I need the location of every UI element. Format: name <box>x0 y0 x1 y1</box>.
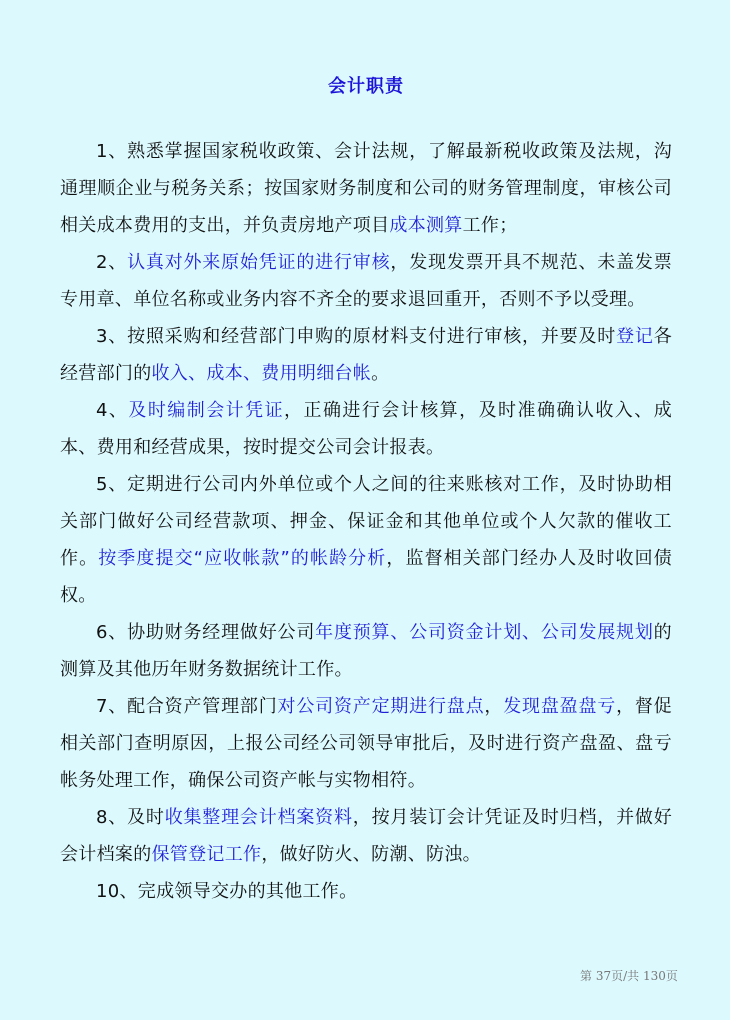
highlighted-text: 收入、成本、费用明细台帐 <box>151 363 372 384</box>
highlighted-text: 保管登记工作 <box>151 844 262 865</box>
paragraph-8 <box>60 799 672 873</box>
text-segment: 2、 <box>96 252 128 273</box>
highlighted-text: 登记 <box>616 326 654 347</box>
text-segment: ，做好防火、防潮、防浊。 <box>261 844 481 865</box>
highlighted-text: 成本测算 <box>389 215 463 236</box>
text-segment: 各经营部门的 <box>60 326 672 384</box>
text-segment: 工作； <box>462 215 518 236</box>
highlighted-text: 按季度提交“应收帐款”的帐龄分析 <box>98 548 387 569</box>
text-segment: 6、协助财务经理做好公司 <box>96 622 316 643</box>
text-segment: 1、熟悉掌握国家税收政策、会计法规，了解最新税收政策及法规，沟通理顺企业与税务关系；按国家财务制度和公司的财务管理制度，审核公司相关成本费用的支出，并负责房地产项目 <box>60 141 672 236</box>
paragraph-7 <box>60 688 672 799</box>
text-segment: ，发现发票开具不规范、未盖发票专用章、单位名称或业务内容不齐全的要求退回重开，否则不予以受理。 <box>60 252 672 310</box>
highlighted-text: 发现盘盈盘亏 <box>503 696 617 717</box>
page-indicator: 第 37页/共 130页 <box>580 969 678 983</box>
document-body <box>60 133 672 910</box>
text-segment: 4、 <box>96 400 129 421</box>
paragraph-4 <box>60 392 672 466</box>
text-segment: ，监督相关部门经办人及时收回债权。 <box>60 548 673 606</box>
highlighted-text: 年度预算、公司资金计划、公司发展规划 <box>315 622 654 643</box>
text-segment: ，按月装订会计凭证及时归档，并做好会计档案的 <box>60 807 672 865</box>
text-segment: ，正确进行会计核算，及时准确确认收入、成本、费用和经营成果，按时提交公司会计报表。 <box>60 400 672 458</box>
text-segment: 。 <box>371 363 390 384</box>
text-segment: ，督促相关部门查明原因，上报公司经公司领导审批后，及时进行资产盘盈、盘亏帐务处理工作，确保公司资产帐与实物相符。 <box>60 696 672 791</box>
paragraph-3 <box>60 318 672 392</box>
highlighted-text: 认真对外来原始凭证的进行审核 <box>127 252 391 273</box>
paragraph-1 <box>60 133 672 244</box>
document-title: 会计职责 <box>328 76 404 97</box>
highlighted-text: 对公司资产定期进行盘点 <box>277 696 485 717</box>
highlighted-text: 收集整理会计档案资料 <box>164 807 353 828</box>
text-segment: 5、定期进行公司内外单位或个人之间的往来账核对工作，及时协助相关部门做好公司经营款项、押金、保证金和其他单位或个人欠款的催收工作。 <box>60 474 672 569</box>
text-segment: 8、及时 <box>96 807 165 828</box>
text-segment: 10、完成领导交办的其他工作。 <box>96 881 358 902</box>
text-segment: ， <box>484 696 504 717</box>
highlighted-text: 及时编制会计凭证 <box>128 400 285 421</box>
paragraph-10 <box>60 873 672 910</box>
text-segment: 3、按照采购和经营部门申购的原材料支付进行审核，并要及时 <box>96 326 617 347</box>
paragraph-5 <box>60 466 672 614</box>
text-segment: 的测算及其他历年财务数据统计工作。 <box>60 622 672 680</box>
paragraph-6 <box>60 614 672 688</box>
text-segment: 7、配合资产管理部门 <box>96 696 278 717</box>
paragraph-2 <box>60 244 672 318</box>
